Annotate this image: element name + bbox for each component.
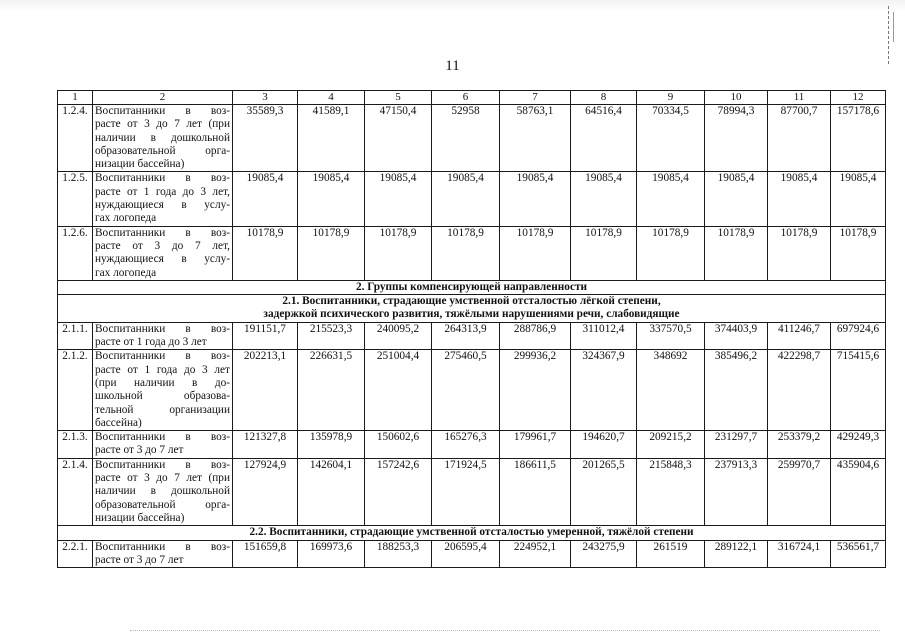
value-cell: 237913,3 [705, 458, 768, 525]
value-cell: 78994,3 [705, 105, 768, 172]
column-header-9: 9 [637, 91, 705, 105]
section-heading-row [58, 280, 886, 294]
description-line: школьной образова- [95, 390, 230, 403]
row-number: 2.1.3. [58, 431, 93, 459]
value-cell: 19085,4 [637, 172, 705, 226]
section-heading [58, 526, 886, 540]
row-description [93, 105, 233, 172]
value-cell: 142604,1 [298, 458, 365, 525]
value-cell: 157178,6 [831, 105, 886, 172]
row-description [93, 458, 233, 525]
value-cell: 19085,4 [831, 172, 886, 226]
value-cell: 411246,7 [768, 322, 831, 350]
value-cell: 35589,3 [233, 105, 298, 172]
row-number: 2.2.1. [58, 540, 93, 568]
column-header-1: 1 [58, 91, 93, 105]
value-cell: 127924,9 [233, 458, 298, 525]
value-cell: 251004,4 [365, 350, 432, 431]
description-line: бассейна) [95, 416, 142, 429]
value-cell: 288786,9 [500, 322, 571, 350]
value-cell: 10178,9 [365, 226, 432, 280]
value-cell: 348692 [637, 350, 705, 431]
value-cell: 188253,3 [365, 540, 432, 568]
page-number: 11 [445, 58, 460, 74]
value-cell: 10178,9 [768, 226, 831, 280]
table-row [58, 172, 886, 226]
section-heading-line: 2. Группы компенсирующей направленности [355, 280, 588, 293]
table-row [58, 540, 886, 568]
value-cell: 226631,5 [298, 350, 365, 431]
description-line: наличии в дошкольной [95, 131, 230, 144]
description-line: (при наличии в до- [95, 376, 230, 389]
column-header-3: 3 [233, 91, 298, 105]
description-line: тельной организации [95, 403, 230, 416]
value-cell: 215523,3 [298, 322, 365, 350]
value-cell: 70334,5 [637, 105, 705, 172]
value-cell: 337570,5 [637, 322, 705, 350]
value-cell: 165276,3 [432, 431, 500, 459]
description-line: расте от 1 года до 3 лет, [95, 185, 230, 198]
section-heading-line: 2.1. Воспитанники, страдающие умственной отсталостью лёгкой степени, [282, 295, 661, 308]
value-cell: 10178,9 [432, 226, 500, 280]
value-cell: 429249,3 [831, 431, 886, 459]
section-heading [58, 295, 886, 323]
value-cell: 289122,1 [705, 540, 768, 568]
description-line: гах логопеда [95, 266, 157, 279]
description-line: нуждающиеся в услу- [95, 199, 230, 212]
value-cell: 19085,4 [432, 172, 500, 226]
row-number: 1.2.6. [58, 226, 93, 280]
value-cell: 259970,7 [768, 458, 831, 525]
value-cell: 324367,9 [571, 350, 637, 431]
value-cell: 10178,9 [637, 226, 705, 280]
description-line: расте от 1 года до 3 лет [95, 336, 207, 349]
table-row [58, 458, 886, 525]
column-header-12: 12 [831, 91, 886, 105]
section-heading-row [58, 295, 886, 323]
table-row [58, 322, 886, 350]
description-line: расте от 3 до 7 лет [95, 553, 184, 566]
value-cell: 19085,4 [298, 172, 365, 226]
description-line: образовательной орга- [95, 144, 230, 157]
value-cell: 264313,9 [432, 322, 500, 350]
value-cell: 87700,7 [768, 105, 831, 172]
value-cell: 135978,9 [298, 431, 365, 459]
row-description [93, 322, 233, 350]
description-line: расте от 1 года до 3 лет [95, 363, 230, 376]
description-line: расте от 3 до 7 лет, [95, 239, 230, 252]
row-number: 1.2.5. [58, 172, 93, 226]
description-line: образовательной орга- [95, 498, 230, 511]
table-row [58, 105, 886, 172]
value-cell: 64516,4 [571, 105, 637, 172]
row-number: 2.1.2. [58, 350, 93, 431]
row-description [93, 172, 233, 226]
value-cell: 201265,5 [571, 458, 637, 525]
description-line: низации бассейна) [95, 511, 185, 524]
description-line: расте от 3 до 7 лет [95, 444, 184, 457]
description-line: Воспитанники в воз- [95, 322, 230, 335]
value-cell: 151659,8 [233, 540, 298, 568]
description-line: расте от 3 до 7 лет (при [95, 472, 230, 485]
scan-margin-mark [893, 12, 894, 42]
scan-edge [0, 0, 905, 12]
value-cell: 10178,9 [705, 226, 768, 280]
value-cell: 243275,9 [571, 540, 637, 568]
value-cell: 191151,7 [233, 322, 298, 350]
value-cell: 47150,4 [365, 105, 432, 172]
value-cell: 41589,1 [298, 105, 365, 172]
scan-bottom-noise [130, 630, 880, 632]
description-line: низации бассейна) [95, 158, 185, 171]
value-cell: 536561,7 [831, 540, 886, 568]
description-line: Воспитанники в воз- [95, 431, 230, 444]
column-header-10: 10 [705, 91, 768, 105]
value-cell: 171924,5 [432, 458, 500, 525]
description-line: Воспитанники в воз- [95, 105, 230, 117]
value-cell: 19085,4 [768, 172, 831, 226]
value-cell: 121327,8 [233, 431, 298, 459]
row-description [93, 350, 233, 431]
value-cell: 206595,4 [432, 540, 500, 568]
value-cell: 261519 [637, 540, 705, 568]
table-row [58, 431, 886, 459]
column-header-7: 7 [500, 91, 571, 105]
value-cell: 52958 [432, 105, 500, 172]
value-cell: 240095,2 [365, 322, 432, 350]
value-cell: 422298,7 [768, 350, 831, 431]
row-number: 2.1.1. [58, 322, 93, 350]
value-cell: 311012,4 [571, 322, 637, 350]
value-cell: 299936,2 [500, 350, 571, 431]
value-cell: 715415,6 [831, 350, 886, 431]
value-cell: 202213,1 [233, 350, 298, 431]
value-cell: 275460,5 [432, 350, 500, 431]
value-cell: 10178,9 [233, 226, 298, 280]
section-heading-line: 2.2. Воспитанники, страдающие умственной отсталостью умеренной, тяжёлой степени [249, 526, 694, 539]
value-cell: 19085,4 [705, 172, 768, 226]
value-cell: 169973,6 [298, 540, 365, 568]
value-cell: 10178,9 [500, 226, 571, 280]
value-cell: 19085,4 [233, 172, 298, 226]
section-heading-row [58, 526, 886, 540]
row-number: 2.1.4. [58, 458, 93, 525]
scan-margin-mark [888, 6, 891, 64]
tariff-table [57, 90, 886, 568]
value-cell: 179961,7 [500, 431, 571, 459]
table-row [58, 226, 886, 280]
value-cell: 157242,6 [365, 458, 432, 525]
value-cell: 10178,9 [298, 226, 365, 280]
value-cell: 150602,6 [365, 431, 432, 459]
column-header-8: 8 [571, 91, 637, 105]
row-description [93, 431, 233, 459]
value-cell: 10178,9 [571, 226, 637, 280]
value-cell: 435904,6 [831, 458, 886, 525]
value-cell: 316724,1 [768, 540, 831, 568]
value-cell: 215848,3 [637, 458, 705, 525]
header-row [58, 91, 886, 105]
value-cell: 19085,4 [571, 172, 637, 226]
value-cell: 194620,7 [571, 431, 637, 459]
column-header-2: 2 [93, 91, 233, 105]
description-line: гах логопеда [95, 212, 157, 225]
value-cell: 209215,2 [637, 431, 705, 459]
description-line: нуждающиеся в услу- [95, 253, 230, 266]
row-number: 1.2.4. [58, 105, 93, 172]
description-line: Воспитанники в воз- [95, 350, 230, 363]
table-row [58, 350, 886, 431]
value-cell: 10178,9 [831, 226, 886, 280]
value-cell: 253379,2 [768, 431, 831, 459]
value-cell: 224952,1 [500, 540, 571, 568]
description-line: Воспитанники в воз- [95, 226, 230, 239]
description-line: наличии в дошкольной [95, 485, 230, 498]
column-header-6: 6 [432, 91, 500, 105]
row-description [93, 540, 233, 568]
description-line: расте от 3 до 7 лет (при [95, 118, 230, 131]
description-line: Воспитанники в воз- [95, 172, 230, 185]
column-header-4: 4 [298, 91, 365, 105]
value-cell: 186611,5 [500, 458, 571, 525]
value-cell: 19085,4 [500, 172, 571, 226]
section-heading [58, 280, 886, 294]
value-cell: 19085,4 [365, 172, 432, 226]
value-cell: 231297,7 [705, 431, 768, 459]
value-cell: 374403,9 [705, 322, 768, 350]
column-header-11: 11 [768, 91, 831, 105]
description-line: Воспитанники в воз- [95, 540, 230, 553]
value-cell: 697924,6 [831, 322, 886, 350]
section-heading-line: задержкой психического развития, тяжёлыми нарушениями речи, слабовидящие [263, 308, 680, 321]
row-description [93, 226, 233, 280]
value-cell: 385496,2 [705, 350, 768, 431]
value-cell: 58763,1 [500, 105, 571, 172]
column-header-5: 5 [365, 91, 432, 105]
description-line: Воспитанники в воз- [95, 458, 230, 471]
